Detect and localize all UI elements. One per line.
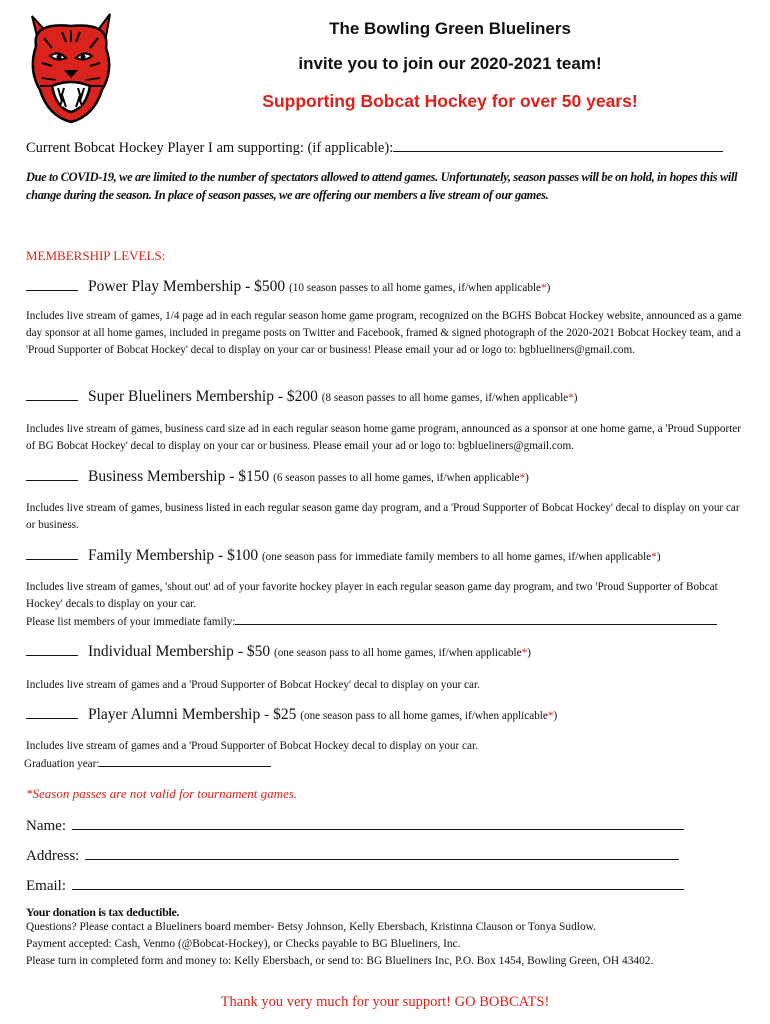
membership-description: Includes live stream of games, business card size ad in each regular season home game program, announced as a sponsor at one home game, a 'Proud Supporter of BG Bobcat Hockey' decal to display on your car or business. Please email your ad or logo to: bgblueliners@gmail.com. [26, 423, 741, 452]
membership-description: Includes live stream of games, business listed in each regular season game day program, and a 'Proud Supporter of Bobcat Hockey' decal to display on your car or business. [26, 502, 740, 531]
current-player-input[interactable] [393, 138, 723, 152]
asterisk: * [568, 392, 574, 404]
header-tagline: Supporting Bobcat Hockey for over 50 years! [262, 91, 638, 111]
membership-business [26, 468, 529, 486]
membership-checkbox-line[interactable] [26, 708, 78, 719]
season-passes-note: *Season passes are not valid for tournament games. [26, 786, 298, 801]
close-paren: ) [525, 472, 529, 484]
membership-note: (one season pass to all home games, if/when applicable [300, 710, 548, 722]
membership-price: - $100 [218, 547, 259, 564]
questions-text: Questions? Please contact a Blueliners board member- Betsy Johnson, Kelly Ebersbach, Kristinna Clauson or Tonya Sudlow. [26, 921, 596, 933]
membership-name: Business Membership [88, 468, 226, 485]
name-label: Name: [26, 818, 66, 834]
membership-family [26, 547, 661, 565]
close-paren: ) [573, 392, 578, 404]
close-paren: ) [553, 710, 558, 722]
family-members-label: Please list members of your immediate family: [26, 616, 236, 628]
membership-name: Power Play Membership [88, 278, 242, 295]
covid-notice: Due to COVID-19, we are limited to the number of spectators allowed to attend games. Unfortunately, season passes will be on hold, in hopes this will change during the season. In place of season passes, we are offering our members a live stream of our games. [26, 170, 738, 202]
membership-player-alumni [26, 706, 557, 724]
membership-note: (8 season passes to all home games, if/when applicable [321, 392, 569, 404]
membership-checkbox-line[interactable] [26, 645, 78, 656]
asterisk: * [651, 551, 657, 563]
membership-price: - $500 [245, 278, 286, 295]
membership-name: Individual Membership [88, 643, 234, 660]
asterisk: * [519, 472, 526, 484]
membership-checkbox-line[interactable] [26, 470, 78, 481]
membership-description: Includes live stream of games, 1/4 page ad in each regular season home game program, recognized on the BGHS Bobcat Hockey website, announced as a game day sponsor at all home games, included in pregame posts on Twitter and Facebook, framed & signed photograph of the 2020-2021 Bobcat Hockey team, and a 'Proud Supporter of Bobcat Hockey' decal to display on your car or business! Please email your ad or logo to: bgblueliners@gmail.com. [26, 310, 742, 356]
payment-text: Payment accepted: Cash, Venmo (@Bobcat-Hockey), or Checks payable to BG Blueliners, Inc. [26, 938, 461, 950]
membership-note: (one season pass to all home games, if/when applicable [273, 647, 522, 659]
membership-description: Includes live stream of games and a 'Proud Supporter of Bobcat Hockey' decal to display on your car. [26, 679, 480, 691]
family-members-row [26, 613, 744, 631]
membership-note: (one season pass for immediate family members to all home games, if/when applicable [261, 551, 652, 563]
email-input[interactable] [72, 875, 684, 890]
membership-checkbox-line[interactable] [26, 390, 78, 401]
membership-individual [26, 643, 531, 661]
asterisk: * [547, 710, 554, 722]
close-paren: ) [546, 282, 551, 294]
membership-name: Player Alumni Membership [88, 706, 261, 723]
email-row [26, 875, 684, 895]
membership-price: - $25 [264, 706, 297, 723]
graduation-year-row [24, 755, 742, 773]
email-label: Email: [26, 878, 66, 894]
membership-price: - $50 [237, 643, 271, 660]
membership-name: Family Membership [88, 547, 215, 564]
current-player-row [26, 138, 723, 157]
membership-note: (10 season passes to all home games, if/when applicable [289, 282, 542, 294]
name-input[interactable] [72, 815, 684, 830]
membership-checkbox-line[interactable] [26, 549, 78, 560]
address-row [26, 845, 679, 865]
graduation-year-input[interactable] [99, 755, 271, 767]
address-label: Address: [26, 848, 80, 864]
asterisk: * [521, 647, 528, 659]
membership-price: - $200 [277, 388, 318, 405]
family-members-input[interactable] [235, 613, 717, 625]
membership-checkbox-line[interactable] [26, 280, 78, 291]
header-subtitle: invite you to join our 2020-2021 team! [298, 54, 602, 73]
membership-power-play [26, 278, 550, 296]
asterisk: * [541, 282, 547, 294]
thank-you-message: Thank you very much for your support! GO BOBCATS! [220, 994, 550, 1010]
close-paren: ) [656, 551, 661, 563]
membership-description: Includes live stream of games and a 'Proud Supporter of Bobcat Hockey decal to display on your car. [26, 740, 478, 752]
membership-note: (6 season passes to all home games, if/when applicable [273, 472, 520, 484]
current-player-label: Current Bobcat Hockey Player I am supporting: (if applicable): [26, 140, 394, 156]
name-row [26, 815, 684, 835]
close-paren: ) [527, 647, 531, 659]
membership-super-blueliners [26, 388, 577, 406]
membership-levels-title: MEMBERSHIP LEVELS: [26, 248, 166, 263]
membership-price: - $150 [229, 468, 270, 485]
address-input[interactable] [85, 845, 679, 860]
header-title: The Bowling Green Blueliners [329, 19, 571, 38]
tax-deductible-note: Your donation is tax deductible. [26, 905, 180, 919]
bobcat-head-icon [22, 8, 120, 126]
membership-description: Includes live stream of games, 'shout out' ad of your favorite hockey player in each regular season game day program, and two 'Proud Supporter of Bobcat Hockey' decals to display on your car. [26, 581, 718, 610]
turn-in-text: Please turn in completed form and money to: Kelly Ebersbach, or send to: BG Blueliners Inc, P.O. Box 1454, Bowling Green, OH 43402. [26, 955, 654, 967]
graduation-year-label: Graduation year: [24, 758, 100, 770]
membership-name: Super Blueliners Membership [88, 388, 274, 405]
